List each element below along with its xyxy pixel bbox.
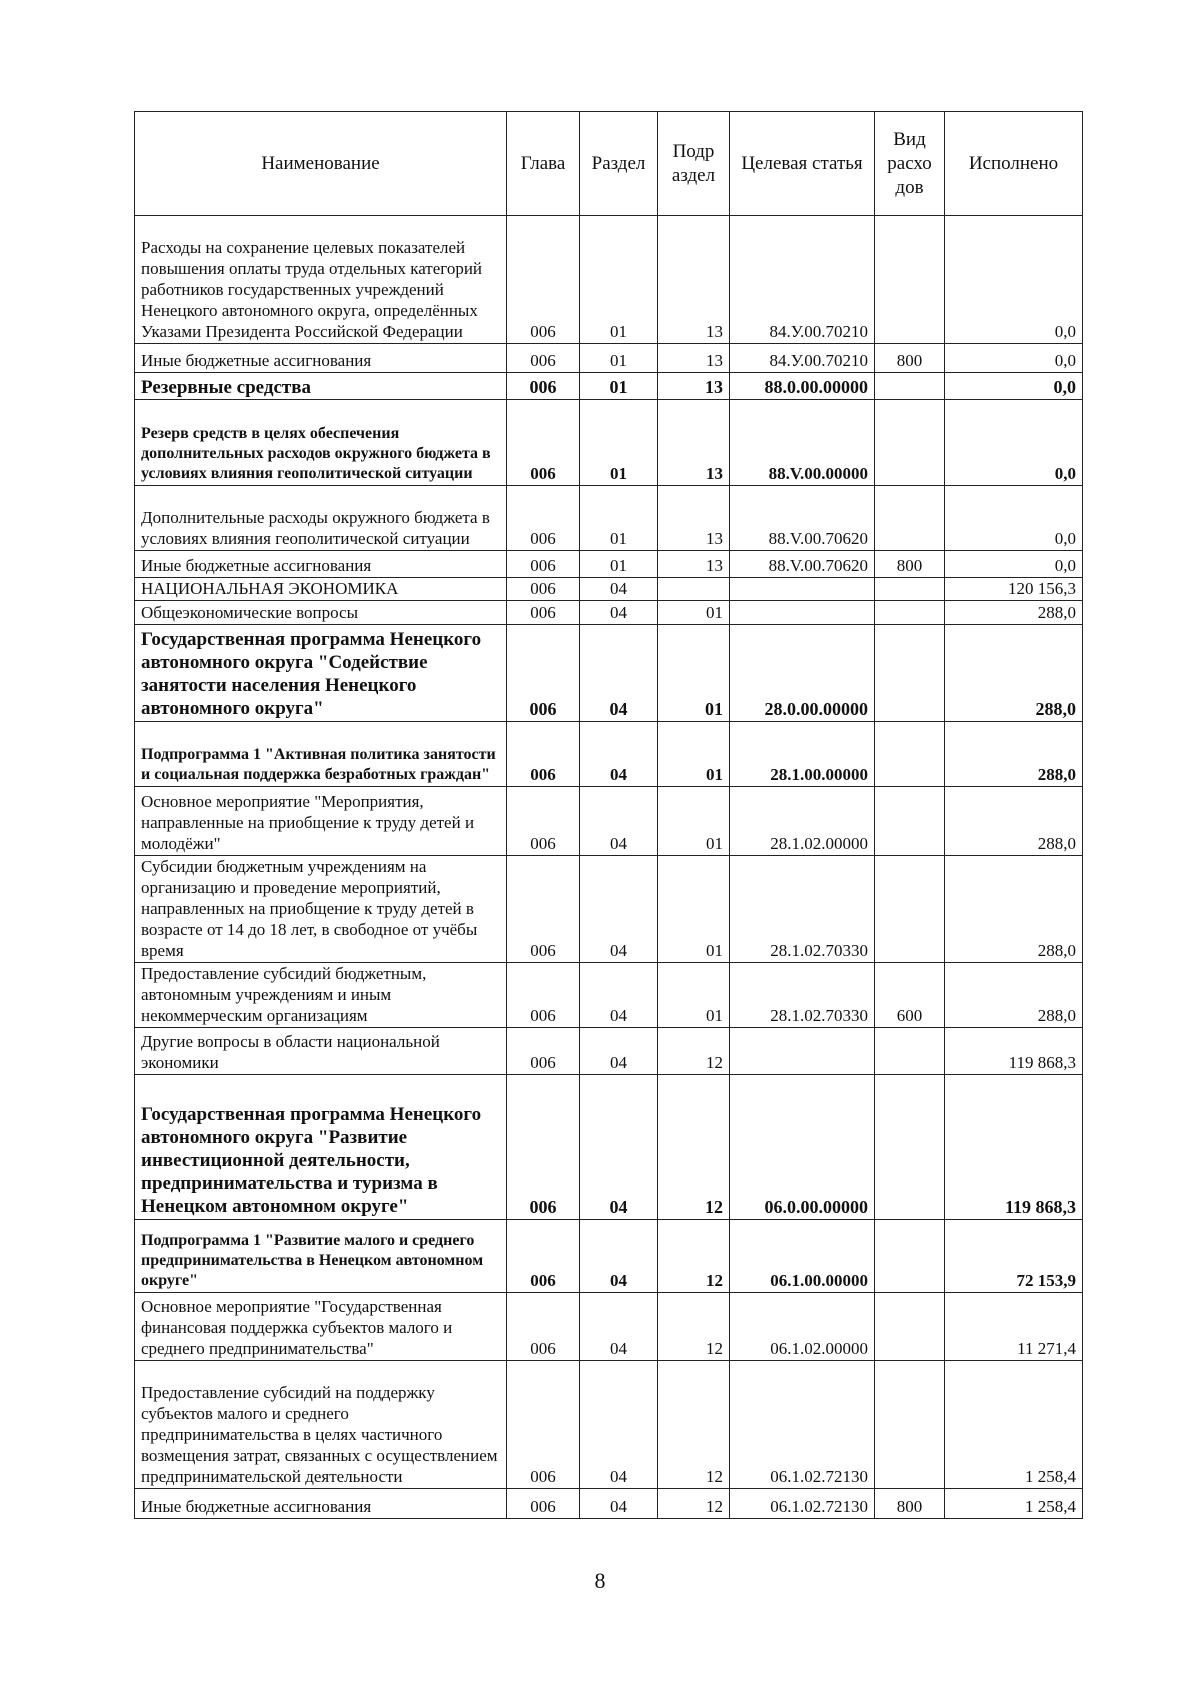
row-podrazdel: 01	[658, 625, 730, 722]
row-glava: 006	[507, 551, 580, 578]
table-row	[135, 787, 1083, 856]
row-vid	[875, 400, 945, 486]
table-row	[135, 1293, 1083, 1361]
row-celevaya: 28.0.00.00000	[730, 625, 875, 722]
table-header-row	[135, 112, 1083, 216]
row-name: Государственная программа Ненецкого автономного округа "Содействие занятости населения Ненецкого автономного округа"	[135, 625, 507, 722]
row-celevaya	[730, 578, 875, 601]
row-ispolneno: 0,0	[945, 344, 1083, 373]
row-name: Субсидии бюджетным учреждениям на организацию и проведение мероприятий, направленных на приобщение к труду детей в возрасте от 14 до 18 лет, в свободное от учёбы время	[135, 856, 507, 963]
row-celevaya: 06.1.02.72130	[730, 1361, 875, 1489]
row-razdel: 04	[580, 856, 658, 963]
row-ispolneno: 288,0	[945, 722, 1083, 787]
row-podrazdel: 01	[658, 722, 730, 787]
row-glava: 006	[507, 216, 580, 344]
row-razdel: 04	[580, 787, 658, 856]
row-glava: 006	[507, 1220, 580, 1293]
row-name: Резерв средств в целях обеспечения дополнительных расходов окружного бюджета в условиях влияния геополитической ситуации	[135, 400, 507, 486]
row-ispolneno: 288,0	[945, 625, 1083, 722]
table-row	[135, 551, 1083, 578]
row-vid	[875, 486, 945, 551]
row-vid	[875, 1361, 945, 1489]
row-glava: 006	[507, 486, 580, 551]
table-row	[135, 963, 1083, 1028]
table-row	[135, 578, 1083, 601]
row-podrazdel: 12	[658, 1075, 730, 1220]
row-glava: 006	[507, 578, 580, 601]
row-celevaya: 28.1.02.70330	[730, 963, 875, 1028]
row-name: Подпрограмма 1 "Активная политика занятости и социальная поддержка безработных граждан"	[135, 722, 507, 787]
row-vid: 600	[875, 963, 945, 1028]
row-glava: 006	[507, 344, 580, 373]
row-glava: 006	[507, 601, 580, 625]
row-podrazdel: 13	[658, 486, 730, 551]
table-row	[135, 400, 1083, 486]
row-podrazdel: 01	[658, 856, 730, 963]
row-razdel: 04	[580, 1293, 658, 1361]
row-podrazdel: 13	[658, 373, 730, 400]
row-razdel: 01	[580, 216, 658, 344]
row-celevaya: 06.0.00.00000	[730, 1075, 875, 1220]
row-vid	[875, 856, 945, 963]
table-row	[135, 344, 1083, 373]
row-vid	[875, 601, 945, 625]
row-name: Дополнительные расходы окружного бюджета в условиях влияния геополитической ситуации	[135, 486, 507, 551]
table-row	[135, 216, 1083, 344]
row-name: Резервные средства	[135, 373, 507, 400]
row-vid	[875, 1293, 945, 1361]
row-ispolneno: 11 271,4	[945, 1293, 1083, 1361]
row-vid: 800	[875, 1489, 945, 1519]
row-ispolneno: 119 868,3	[945, 1075, 1083, 1220]
row-glava: 006	[507, 787, 580, 856]
row-celevaya: 06.1.02.72130	[730, 1489, 875, 1519]
header-podrazdel: Подр аздел	[658, 112, 730, 216]
row-name: Другие вопросы в области национальной экономики	[135, 1028, 507, 1075]
row-vid	[875, 373, 945, 400]
row-celevaya: 28.1.02.70330	[730, 856, 875, 963]
row-podrazdel: 13	[658, 216, 730, 344]
row-podrazdel: 12	[658, 1293, 730, 1361]
row-name: Общеэкономические вопросы	[135, 601, 507, 625]
row-razdel: 01	[580, 373, 658, 400]
row-glava: 006	[507, 1361, 580, 1489]
row-ispolneno: 288,0	[945, 601, 1083, 625]
row-glava: 006	[507, 400, 580, 486]
row-name: Государственная программа Ненецкого автономного округа "Развитие инвестиционной деятельности, предпринимательства и туризма в Ненецком автономном округе"	[135, 1075, 507, 1220]
row-razdel: 04	[580, 722, 658, 787]
row-razdel: 01	[580, 486, 658, 551]
row-ispolneno: 119 868,3	[945, 1028, 1083, 1075]
row-ispolneno: 288,0	[945, 963, 1083, 1028]
row-podrazdel: 13	[658, 400, 730, 486]
row-glava: 006	[507, 625, 580, 722]
row-vid	[875, 1075, 945, 1220]
row-ispolneno: 288,0	[945, 787, 1083, 856]
header-vid: Вид расхо дов	[875, 112, 945, 216]
row-name: Предоставление субсидий на поддержку субъектов малого и среднего предпринимательства в целях частичного возмещения затрат, связанных с осуществлением предпринимательской деятельности	[135, 1361, 507, 1489]
table-row	[135, 373, 1083, 400]
row-name: Иные бюджетные ассигнования	[135, 344, 507, 373]
table-row	[135, 601, 1083, 625]
row-glava: 006	[507, 963, 580, 1028]
row-celevaya: 06.1.00.00000	[730, 1220, 875, 1293]
table-row	[135, 486, 1083, 551]
table-row	[135, 1028, 1083, 1075]
row-name: Расходы на сохранение целевых показателей повышения оплаты труда отдельных категорий работников государственных учреждений Ненецкого автономного округа, определённых Указами Президента Российской Федерации	[135, 216, 507, 344]
row-celevaya: 84.У.00.70210	[730, 344, 875, 373]
row-podrazdel: 01	[658, 787, 730, 856]
row-glava: 006	[507, 1028, 580, 1075]
row-razdel: 04	[580, 601, 658, 625]
row-celevaya: 28.1.02.00000	[730, 787, 875, 856]
row-ispolneno: 0,0	[945, 551, 1083, 578]
row-celevaya: 06.1.02.00000	[730, 1293, 875, 1361]
row-name: Предоставление субсидий бюджетным, автономным учреждениям и иным некоммерческим организациям	[135, 963, 507, 1028]
row-podrazdel: 13	[658, 344, 730, 373]
row-glava: 006	[507, 722, 580, 787]
row-razdel: 04	[580, 1028, 658, 1075]
budget-table	[134, 111, 1083, 1519]
row-vid	[875, 1028, 945, 1075]
row-celevaya	[730, 601, 875, 625]
table-row	[135, 625, 1083, 722]
row-name: Подпрограмма 1 "Развитие малого и среднего предпринимательства в Ненецком автономном округе"	[135, 1220, 507, 1293]
row-podrazdel: 12	[658, 1361, 730, 1489]
row-ispolneno: 288,0	[945, 856, 1083, 963]
row-podrazdel: 13	[658, 551, 730, 578]
table-row	[135, 1075, 1083, 1220]
row-ispolneno: 0,0	[945, 216, 1083, 344]
row-ispolneno: 1 258,4	[945, 1361, 1083, 1489]
page-number: 8	[594, 1568, 606, 1593]
row-ispolneno: 72 153,9	[945, 1220, 1083, 1293]
row-razdel: 04	[580, 1489, 658, 1519]
row-glava: 006	[507, 373, 580, 400]
row-razdel: 04	[580, 1075, 658, 1220]
row-podrazdel: 12	[658, 1489, 730, 1519]
row-razdel: 04	[580, 963, 658, 1028]
table-row	[135, 1489, 1083, 1519]
row-vid	[875, 787, 945, 856]
row-vid	[875, 722, 945, 787]
row-ispolneno: 120 156,3	[945, 578, 1083, 601]
row-celevaya: 88.V.00.70620	[730, 551, 875, 578]
header-celevaya: Целевая статья	[730, 112, 875, 216]
row-ispolneno: 1 258,4	[945, 1489, 1083, 1519]
row-vid	[875, 1220, 945, 1293]
row-podrazdel: 01	[658, 963, 730, 1028]
row-name: Иные бюджетные ассигнования	[135, 1489, 507, 1519]
row-celevaya: 88.0.00.00000	[730, 373, 875, 400]
header-name: Наименование	[135, 112, 507, 216]
row-razdel: 04	[580, 1220, 658, 1293]
header-glava: Глава	[507, 112, 580, 216]
row-name: НАЦИОНАЛЬНАЯ ЭКОНОМИКА	[135, 578, 507, 601]
row-razdel: 04	[580, 625, 658, 722]
row-podrazdel	[658, 578, 730, 601]
row-razdel: 04	[580, 578, 658, 601]
header-razdel: Раздел	[580, 112, 658, 216]
row-ispolneno: 0,0	[945, 400, 1083, 486]
row-celevaya	[730, 1028, 875, 1075]
row-razdel: 01	[580, 344, 658, 373]
row-name: Основное мероприятие "Мероприятия, направленные на приобщение к труду детей и молодёжи"	[135, 787, 507, 856]
table-row	[135, 1361, 1083, 1489]
row-celevaya: 88.V.00.00000	[730, 400, 875, 486]
row-vid	[875, 578, 945, 601]
table-row	[135, 856, 1083, 963]
row-celevaya: 88.V.00.70620	[730, 486, 875, 551]
row-celevaya: 28.1.00.00000	[730, 722, 875, 787]
row-glava: 006	[507, 856, 580, 963]
table-row	[135, 722, 1083, 787]
row-ispolneno: 0,0	[945, 486, 1083, 551]
row-ispolneno: 0,0	[945, 373, 1083, 400]
row-glava: 006	[507, 1489, 580, 1519]
header-ispolneno: Исполнено	[945, 112, 1083, 216]
row-vid	[875, 625, 945, 722]
row-podrazdel: 01	[658, 601, 730, 625]
row-name: Основное мероприятие "Государственная финансовая поддержка субъектов малого и среднего предпринимательства"	[135, 1293, 507, 1361]
row-name: Иные бюджетные ассигнования	[135, 551, 507, 578]
row-razdel: 01	[580, 400, 658, 486]
row-razdel: 01	[580, 551, 658, 578]
row-razdel: 04	[580, 1361, 658, 1489]
row-vid: 800	[875, 344, 945, 373]
row-glava: 006	[507, 1293, 580, 1361]
table-row	[135, 1220, 1083, 1293]
row-podrazdel: 12	[658, 1028, 730, 1075]
row-vid	[875, 216, 945, 344]
row-podrazdel: 12	[658, 1220, 730, 1293]
row-vid: 800	[875, 551, 945, 578]
row-glava: 006	[507, 1075, 580, 1220]
row-celevaya: 84.У.00.70210	[730, 216, 875, 344]
